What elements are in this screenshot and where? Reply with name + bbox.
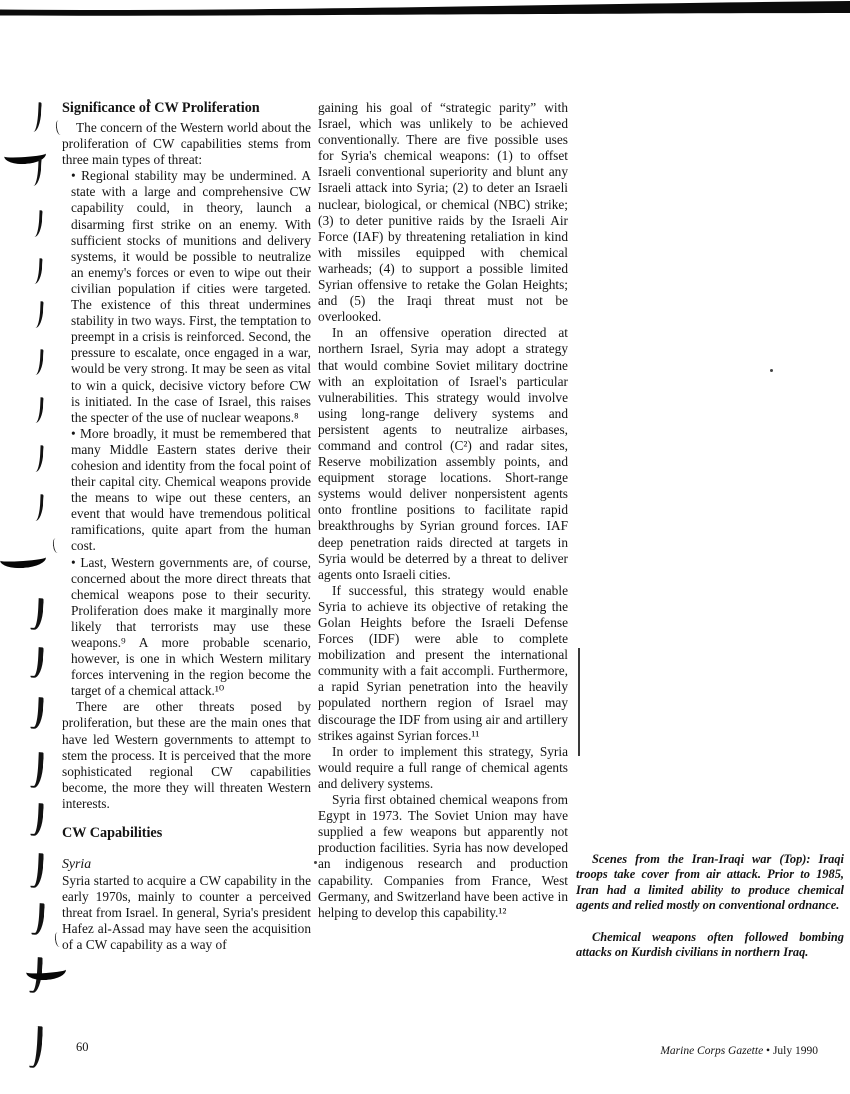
- photo-captions: [576, 852, 844, 960]
- paragraph-implement-strategy: In order to implement this strategy, Syria would require a full range of chemical agents and delivery systems.: [318, 743, 568, 791]
- footer-journal-line: [660, 1045, 818, 1057]
- subheading-syria: Syria: [62, 856, 92, 872]
- scan-artifact: [30, 803, 43, 836]
- page-number: 60: [76, 1040, 89, 1054]
- paragraph-offensive-operation: In an offensive operation directed at northern Israel, Syria may adopt a strategy that would combine Soviet military doctrine with an exploitation of Israel's particular vulnerabilities. This strategy would involve using long-range delivery systems and persistent agents to neutralize airbases, command and control (C²) and radar sites, Reserve mobilization assembly points, and equipment storage locations. Short-range systems would deliver nonpersistent agents onto frontline positions to facilitate rapid breakthroughs by Syrian ground forces. IAF deep penetration raids directed at targets in Syria would be deterred by a threat to deliver agents onto Israeli cities.: [318, 325, 568, 582]
- scan-artifact: [32, 349, 43, 375]
- issue-date: July 1990: [772, 1045, 818, 1057]
- footer-separator: •: [766, 1045, 771, 1057]
- closing-paragraph: There are other threats posed by proliferation, but these are the main ones that have led Western governments to attempt to stem the process. It is perceived that the more sophisticated regional CW capabilities become, the more they will threaten Western interests.: [62, 699, 311, 811]
- scan-artifact: [30, 158, 41, 186]
- scan-artifact: [32, 445, 43, 472]
- scan-artifact: [31, 258, 42, 284]
- section-heading-cw-capabilities: CW Capabilities: [62, 825, 163, 842]
- scan-speck: [770, 369, 773, 372]
- scan-artifact: [31, 903, 44, 935]
- scan-artifact: [30, 647, 43, 678]
- section-heading-significance: Significance of CW Proliferation: [62, 100, 260, 116]
- intro-paragraph: The concern of the Western world about the proliferation of CW capabilities stems from three main types of threat:: [62, 120, 311, 168]
- scan-artifact: [32, 397, 43, 423]
- scan-artifact: [31, 210, 42, 237]
- scan-artifact: [32, 301, 43, 328]
- scan-artifact: [52, 538, 61, 554]
- scan-artifact: [30, 752, 44, 788]
- bullet-more-broadly: • More broadly, it must be remembered that many Middle Eastern states derive their cohesion and identity from the focal point of their capital city. Chemical weapons provide the means to wipe out these centers, an event that would have tremendous political ramifications, quite apart from the human cost.: [71, 425, 311, 554]
- caption-chemical-weapons: Chemical weapons often followed bombing attacks on Kurdish civilians in northern Iraq.: [576, 929, 844, 960]
- scan-artifact: [30, 102, 41, 132]
- scan-artifact: [30, 853, 44, 888]
- syria-paragraph: Syria started to acquire a CW capability in the early 1970s, mainly to counter a perceived threat from Israel. In general, Syria's president Hafez al-Assad may have seen the acquisition of a CW capability as a way of: [62, 873, 311, 953]
- right-column: [318, 100, 568, 921]
- bullet-regional-stability: • Regional stability may be undermined. A state with a large and comprehensive CW capability could, in theory, launch a disarming first strike on an enemy. With sufficient stocks of munitions and delivery systems, it would be possible to neutralize an enemy's forces or even to wipe out their civilian population if cities were targeted. The existence of this threat undermines stability in two ways. First, the temptation to preempt in a crisis is reinforced. Second, the pressure to escalate, once engaged in a war, would be very strong. It may be seen as vital to win a quick, decisive victory before CW is initiated. In the case of Israel, this raises the specter of the use of nuclear weapons.⁸: [71, 168, 311, 425]
- paragraph-if-successful: If successful, this strategy would enable Syria to achieve its objective of retaking the Golan Heights before the Israeli Defense Forces (IDF) were able to complete mobilization and present the international community with a fait accompli. Furthermore, a rapid Syrian penetration into the heavily populated northern region of Israel may discourage the IDF from using air and artillery strikes against Syrian forces.¹¹: [318, 582, 568, 743]
- caption-iran-iraqi-war: Scenes from the Iran-Iraqi war (Top): Iraqi troops take cover from air attack. Prior to 1985, Iran had a limited ability to produce chemical agents and relied mostly on conventional ordnance.: [576, 852, 844, 913]
- scan-artifact: [0, 548, 47, 569]
- left-column: [62, 100, 311, 954]
- scan-line-artifact: [578, 648, 580, 756]
- scan-artifact: [29, 1026, 43, 1068]
- scan-top-edge-artifact: [0, 0, 850, 22]
- paragraph-syria-first-obtained: Syria first obtained chemical weapons from Egypt in 1973. The Soviet Union may have supplied a few weapons but apparently not production facilities. Syria has now developed an indigenous research and production capability. Companies from France, West Germany, and Switzerland have been active in helping to develop this capability.¹²: [318, 792, 568, 920]
- bullet-last-western: • Last, Western governments are, of course, concerned about the more direct threats that chemical weapons pose to their security. Proliferation does make it marginally more likely that terrorists may use these weapons.⁹ A more probable scenario, however, is one in which Western military forces intervening in the region become the target of a chemical attack.¹⁰: [71, 554, 311, 699]
- journal-name: Marine Corps Gazette: [660, 1045, 764, 1057]
- paragraph-strategic-parity: gaining his goal of “strategic parity” with Israel, which was unlikely to be achieved conventionally. There are five possible uses for Syria's chemical weapons: (1) to offset Israeli conventional superiority and blunt any Israeli attack into Syria; (2) to deter an Israeli nuclear, biological, or chemical (NBC) strike; (3) to deter punitive raids by the Israeli Air Force (IAF) by threatening retaliation in kind with missiles equipped with chemical warheads; (4) to support a possible limited Syrian offensive to retake the Golan Heights; and (5) the Iraqi threat must not be overlooked.: [318, 100, 568, 325]
- scan-speck: [314, 861, 317, 864]
- scan-artifact: [30, 697, 43, 729]
- scan-artifact: [32, 494, 43, 521]
- scan-artifact: [30, 598, 43, 630]
